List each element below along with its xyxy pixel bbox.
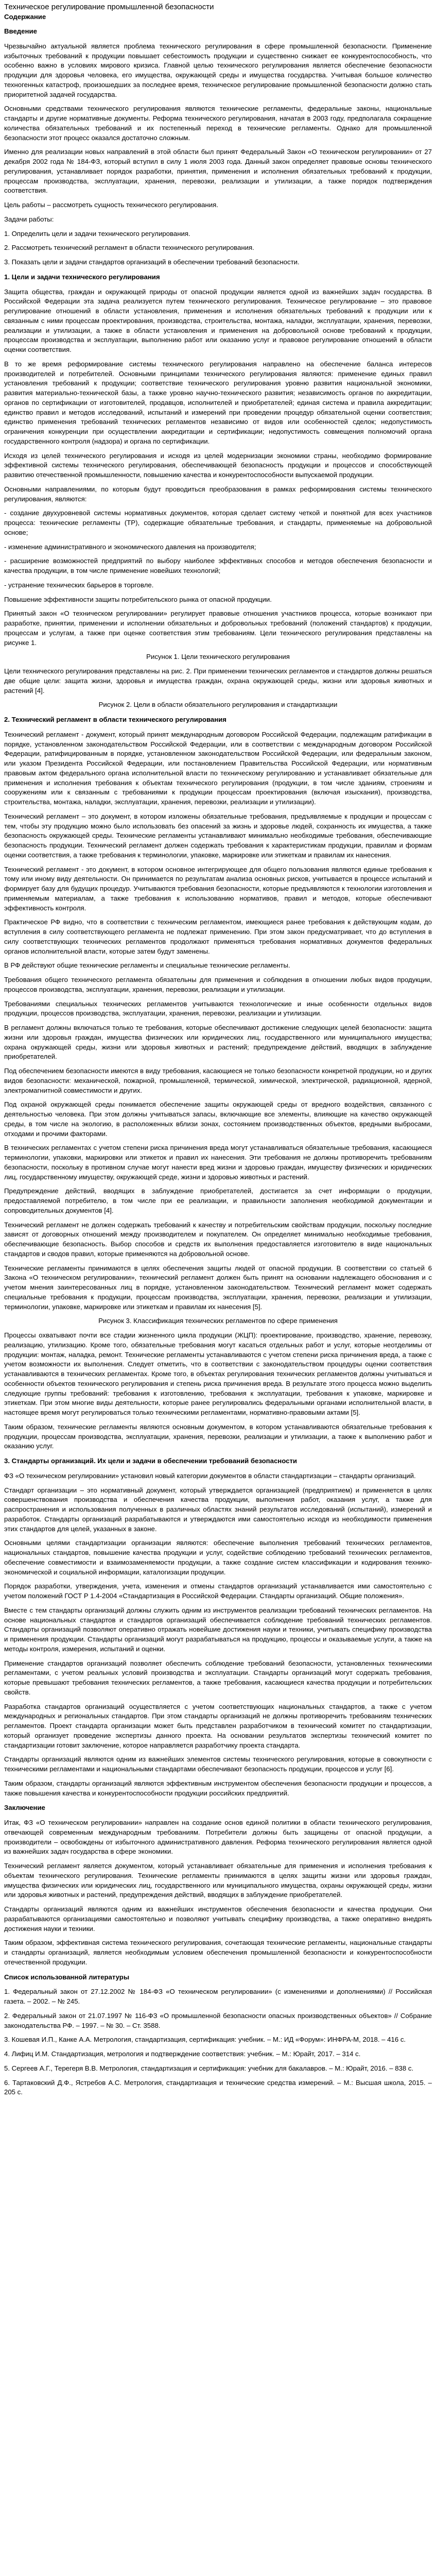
paragraph: Вместе с тем стандарты организаций должны служить одним из инструментов реализации требований технических регламентов. На основе национальных стандартов и стандартов организаций обеспечивается соблюдение требований технических регламентов. Стандарты организаций позволяют оперативно отражать новейшие достижения науки и техники, учитывать специфику производства и применения продукции. Стандарты организаций могут разрабатываться на продукцию, процессы и оказываемые услуги, а также на методы контроля, измерения, испытаний и оценки. xyxy=(4,1606,432,1653)
section-6 xyxy=(4,1973,432,2098)
list-item: - создание двухуровневой системы нормативных документов, которая сделает систему четкой и понятной для всех участников процесса: технические регламенты (ТР), содержащие обязательные требования, и стандарты, применяемые на добровольной основе; xyxy=(4,509,432,536)
paragraph: Применение стандартов организаций позволяет обеспечить соблюдение требований безопасности, установленных техническими регламентами, с учетом реальных условий производства и эксплуатации. Стандарты организаций могут содержать требования, которые превышают требования технических регламентов, а также требования, касающиеся качества продукции и потребительских свойств. xyxy=(4,1659,432,1696)
paragraph: Таким образом, технические регламенты являются основным документом, в котором устанавливаются обязательные требования к продукции, процессам производства, эксплуатации, хранения, перевозки, реализации и утилизации, а также к выполнению работ и оказанию услуг. xyxy=(4,1422,432,1450)
section-2 xyxy=(4,273,432,710)
paragraph: Основными направлениями, по которым будут проводиться преобразования в рамках реформирования системы технического регулирования, являются: xyxy=(4,485,432,503)
list-item: 3. Показать цели и задачи стандартов организаций в обеспечении требований безопасности. xyxy=(4,258,300,266)
section-5 xyxy=(4,1803,432,1967)
figure-caption: Рисунок 3. Классификация технических регламентов по сфере применения xyxy=(98,1317,338,1325)
list-item: - изменение административного и экономического давления на производителя; xyxy=(4,543,256,551)
paragraph: Практическое РФ видно, что в соответствии с техническим регламентом, имеющиеся ранее требования к действующим кодам, до вступления в силу соответствующего регламента не подлежат применению. При этом закон предусматривает, что до вступления в силу соответствующих технических регламентов продолжают применяться требования нормативных документов федеральных органов исполнительной власти, которые затем будут заменены. xyxy=(4,918,432,955)
page-title: Техническое регулирование промышленной безопасности xyxy=(4,3,214,11)
section-heading: 1. Цели и задачи технического регулирования xyxy=(4,273,160,281)
paragraph: ФЗ «О техническом регулировании» установил новый категории документов в области стандартизации – стандарты организаций. xyxy=(4,1471,416,1480)
paragraph: Таким образом, стандарты организаций являются эффективным инструментом обеспечения безопасности продукции и процессов, а также повышения качества и конкурентоспособности продукции российских предприятий. xyxy=(4,1779,432,1797)
paragraph: Повышение эффективности защиты потребительского рынка от опасной продукции. xyxy=(4,595,272,603)
paragraph: Цели технического регулирования представлены на рис. 2. При применении технических регламентов и стандартов должны решаться две общие цели: защита жизни, здоровья и имущества граждан, охрана окружающей среды, жизни или здоровья животных и растений [4]. xyxy=(4,667,432,694)
paragraph: Стандарты организаций являются одним из важнейших инструментов обеспечения безопасности и качества продукции. Они разрабатываются организациями самостоятельно и позволяют учитывать специфику производства, а также оперативно внедрять достижения науки и техники. xyxy=(4,1905,432,1933)
figure-caption: Рисунок 2. Цели в области обязательного регулирования и стандартизации xyxy=(98,701,338,709)
paragraph: Разработка стандартов организаций осуществляется с учетом соответствующих национальных стандартов, а также с учетом международных и региональных стандартов. При этом стандарты организаций не должны противоречить требованиям технических регламентов. Проект стандарта организации может быть представлен разработчиком в технический комитет по стандартизации, который организует проведение экспертизы данного проекта. На основании результатов экспертизы технический комитет по стандартизации готовит заключение, которое направляется разработчику проекта стандарта. xyxy=(4,1702,432,1749)
reference-item: 4. Лифиц И.М. Стандартизация, метрология и подтверждение соответствия: учебник. – М.: Юрайт, 2017. – 314 с. xyxy=(4,2050,361,2058)
figure-caption: Рисунок 1. Цели технического регулирования xyxy=(146,653,290,661)
reference-item: 2. Федеральный закон от 21.07.1997 № 116-ФЗ «О промышленной безопасности опасных производственных объектов» // Собрание законодательства РФ. – 1997. – № 30. – Ст. 3588. xyxy=(4,2011,432,2029)
paragraph: Порядок разработки, утверждения, учета, изменения и отмены стандартов организаций устанавливается ими самостоятельно с учетом положений ГОСТ Р 1.4-2004 «Стандартизация в Российской Федерации. Стандарты организаций. Общие положения». xyxy=(4,1582,432,1600)
paragraph: Требованиями специальных технических регламентов учитываются технологические и иные особенности отдельных видов продукции, процессов производства, эксплуатации, хранения, перевозки, реализации и утилизации. xyxy=(4,999,432,1018)
list-item: 1. Определить цели и задачи технического регулирования. xyxy=(4,229,190,238)
paragraph: Чрезвычайно актуальной является проблема технического регулирования в сфере промышленной безопасности. Применение избыточных требований к продукции повышает себестоимость продукции и существенно снижает ее конкурентоспособность, что особенно важно в условиях мирового кризиса. Главной целью технического регулирования является обеспечение безопасности продукции для здоровья человека, его имущества, окружающей среды и имущества государства. Учитывая большое количество техногенных катастроф, произошедших за последнее время, техническое регулирование промышленной безопасности должно стать приоритетной задачей государства. xyxy=(4,42,432,98)
document-body xyxy=(4,27,432,2097)
reference-item: 3. Кошевая И.П., Канке А.А. Метрология, стандартизация, сертификация: учебник. – М.: ИД «Форум»: ИНФРА-М, 2018. – 416 с. xyxy=(4,2036,406,2044)
paragraph: Технический регламент не должен содержать требований к качеству и потребительским свойствам продукции, поскольку последние зависят от договорных отношений между производителем и покупателем. Он определяет минимально необходимые требования, обеспечивающие безопасность. Выбор способов и средств их выполнения предоставляется изготовителю в виде национальных стандартов и сводов правил, которые применяются на добровольной основе. xyxy=(4,1221,432,1258)
section-4 xyxy=(4,1456,432,1798)
paragraph: Исходя из целей технического регулирования и исходя из целей модернизации экономики страны, необходимо формирование эффективной системы технического регулирования, обеспечивающей безопасность продукции и процессов и способствующей развитию отечественной промышленности, повышению качества и конкурентоспособности выпускаемой продукции. xyxy=(4,451,432,479)
paragraph: В то же время реформирование системы технического регулирования направлено на обеспечение баланса интересов производителей и потребителей. Основными принципами технического регулирования являются: применение единых правил установления требований к продукции; соответствие технического регулирования уровню развития национальной экономики, развития материально-технической базы, а также уровню научно-технического развития; независимость органов по аккредитации, органов по сертификации от изготовителей, продавцов, исполнителей и приобретателей; единая система и правила аккредитации; единство правил и методов исследований, испытаний и измерений при проведении процедур обязательной оценки соответствия; единство применения требований технических регламентов независимо от видов или особенностей сделок; недопустимость ограничения конкуренции при осуществлении аккредитации и сертификации; недопустимость совмещения полномочий органа государственного контроля (надзора) и органа по сертификации. xyxy=(4,360,432,445)
list-item: 2. Рассмотреть технический регламент в области технического регулирования. xyxy=(4,244,254,252)
section-heading: Введение xyxy=(4,27,37,35)
paragraph: Требования общего технического регламента обязательны для применения и соблюдения в отношении любых видов продукции, процессов производства, эксплуатации, хранения, перевозки, реализации и утилизации. xyxy=(4,976,432,993)
section-1 xyxy=(4,27,432,267)
paragraph: Основными средствами технического регулирования являются технические регламенты, федеральные законы, национальные стандарты и другие нормативные документы. Реформа технического регулирования, начатая в 2003 году, предполагала сокращение количества обязательных требований и их постепенный переход в технические регламенты. Однако для промышленной безопасности этот процесс оказался достаточно сложным. xyxy=(4,105,432,142)
paragraph: Под обеспечением безопасности имеются в виду требования, касающиеся не только безопасности конкретной продукции, но и других видов безопасности: механической, пожарной, промышленной, термической, химической, электрической, радиационной, ядерной, электромагнитной совместимости и других. xyxy=(4,1067,432,1094)
paragraph: Технический регламент – это документ, в котором изложены обязательные требования, предъявляемые к продукции и процессам с тем, чтобы эту продукцию можно было использовать без опасений за жизнь и здоровье людей, сохранность их имущества, а также безопасность окружающей среды. Технические регламенты устанавливают минимально необходимые требования, обеспечивающие безопасность продукции. Технический регламент должен содержать требования к характеристикам продукции, правилам и формам оценки соответствия, а также требования к терминологии, упаковке, маркировке или этикеткам и правилам их нанесения. xyxy=(4,812,432,859)
paragraph: Под охраной окружающей среды понимается обеспечение защиты окружающей среды от вредного воздействия, связанного с деятельностью человека. При этом должны учитываться запасы, включающие все элементы, влияющие на качество окружающей среды, в том числе на экологию, в расположенных вблизи зонах, состоянием производственных объектов, вредными выбросами, отходами и прочими факторами. xyxy=(4,1100,432,1138)
section-heading: Список использованной литературы xyxy=(4,1973,130,1981)
paragraph: Задачи работы: xyxy=(4,215,54,223)
paragraph: Таким образом, эффективная система технического регулирования, сочетающая технические регламенты, национальные стандарты и стандарты организаций, является необходимым условием обеспечения промышленной безопасности и конкурентоспособности отечественной продукции. xyxy=(4,1939,432,1966)
reference-item: 1. Федеральный закон от 27.12.2002 № 184-ФЗ «О техническом регулировании» (с изменениями и дополнениями) // Российская газета. – 2002. – № 245. xyxy=(4,1988,432,2005)
section-3 xyxy=(4,715,432,1451)
paragraph: Технический регламент - документ, который принят международным договором Российской Федерации, подлежащим ратификации в порядке, установленном законодательством Российской Федерации, или в соответствии с международным договором Российской Федерации, ратифицированным в порядке, установленном законодательством Российской Федерации, или федеральным законом, или указом Президента Российской Федерации, или постановлением Правительства Российской Федерации, или нормативным правовым актом федерального органа исполнительной власти по техническому регулированию и устанавливает обязательные для применения и исполнения требования к объектам технического регулирования (продукции, в том числе зданиям, строениям и сооружениям или к связанным с требованиями к продукции процессам проектирования (включая изыскания), производства, строительства, монтажа, наладки, эксплуатации, хранения, перевозки, реализации и утилизации). xyxy=(4,730,432,806)
reference-item: 6. Тартаковский Д.Ф., Ястребов А.С. Метрология, стандартизация и технические средства измерений. – М.: Высшая школа, 2015. – 205 с. xyxy=(4,2078,432,2096)
reference-item: 5. Сергеев А.Г., Терегеря В.В. Метрология, стандартизация и сертификация: учебник для бакалавров. – М.: Юрайт, 2016. – 838 с. xyxy=(4,2064,414,2072)
contents-heading: Содержание xyxy=(4,13,46,21)
paragraph: Итак, ФЗ «О техническом регулировании» направлен на создание основ единой политики в области технического регулирования, отвечающей современным международным требованиям. Потребители должны быть защищены от опасной продукции, а производители – освобождены от избыточного административного давления. Реформа технического регулирования является одной из важнейших задач государства в сфере экономики. xyxy=(4,1819,432,1856)
section-heading: Заключение xyxy=(4,1804,45,1812)
section-heading: 3. Стандарты организаций. Их цели и задачи в обеспечении требований безопасности xyxy=(4,1457,298,1465)
paragraph: Технический регламент - это документ, в котором основное интегрирующее для общего пользования являются единые требования к тому или иному виду деятельности. Он принимается по результатам анализа основных рисков, учитывается в процессе испытаний и формирует базу для будущих процедур. Учитываются требования безопасности, которые предъявляются к технологии изготовления и применяемым материалам, а также требования к использованию нормативов, правил и методов, которые обеспечивают эффективность контроля. xyxy=(4,865,432,912)
paragraph: Технические регламенты принимаются в целях обеспечения защиты людей от опасной продукции. В соответствии со статьей 6 Закона «О техническом регулировании», технический регламент должен быть принят на основании надлежащего обоснования и с учетом мнения заинтересованных лиц в порядке, установленном законодательством. Технический регламент может содержать специальные требования к продукции, процессам производства, эксплуатации, хранения, перевозки, реализации и утилизации, терминологии, упаковке, маркировке или этикеткам и правилам их нанесения [5]. xyxy=(4,1264,432,1311)
paragraph: Принятый закон «О техническом регулировании» регулирует правовые отношения участников процесса, которые возникают при разработке, принятии, применении и исполнении обязательных и добровольных требований (положений стандартов) к продукции, процессам и услугам, а также при оценке соответствия этим требованиям. Цели технического регулирования представлены на рисунке 1. xyxy=(4,609,432,647)
paragraph: Цель работы – рассмотреть сущность технического регулирования. xyxy=(4,201,218,209)
paragraph: Стандарты организаций являются одним из важнейших элементов системы технического регулирования, которые в совокупности с техническими регламентами и национальными стандартами обеспечивают безопасность продукции, процессов и услуг [6]. xyxy=(4,1755,432,1773)
paragraph: Технический регламент является документом, который устанавливает обязательные для применения и исполнения требования к объектам технического регулирования. Технические регламенты принимаются в целях защиты жизни или здоровья граждан, имущества физических или юридических лиц, государственного или муниципального имущества, охраны окружающей среды, жизни или здоровья животных и растений, предупреждения действий, вводящих в заблуждение приобретателей. xyxy=(4,1862,432,1899)
paragraph: Стандарт организации – это нормативный документ, который утверждается организацией (предприятием) и применяется в целях совершенствования производства и обеспечения качества продукции, выполнения работ, оказания услуг, а также для распространения и использования полученных в различных областях знаний результатов исследований (испытаний), измерений и разработок. Стандарты организаций разрабатываются и утверждаются ими самостоятельно исходя из необходимости применения этих стандартов для целей, указанных в законе. xyxy=(4,1486,432,1533)
paragraph: В регламент должны включаться только те требования, которые обеспечивают достижение следующих целей безопасности: защита жизни или здоровья граждан, имущества физических или юридических лиц, государственного или муниципального имущества; охрана окружающей среды, жизни или здоровья животных и растений; предупреждение действий, вводящих в заблуждение приобретателей. xyxy=(4,1024,432,1061)
paragraph: В технических регламентах с учетом степени риска причинения вреда могут устанавливаться обязательные требования, касающиеся терминологии, упаковки, маркировки или этикеток и правил их нанесения. Эти требования не должны противоречить требованиям безопасности, поскольку в противном случае могут нанести вред жизни и здоровью граждан, имуществу физических и юридических лиц, государственному имуществу, окружающей среде, жизни и здоровью животных и растений. xyxy=(4,1144,432,1181)
paragraph: Именно для реализации новых направлений в этой области был принят Федеральный Закон «О техническом регулировании» от 27 декабря 2002 года № 184-ФЗ, который вступил в силу 1 июля 2003 года. Данный закон определяет правовые основы технического регулирования, устанавливает порядок разработки, принятия, применения и исполнения обязательных требований к продукции, процессам производства, эксплуатации, хранения, перевозки, реализации и утилизации, а также порядок подтверждения соответствия. xyxy=(4,148,432,195)
list-item: - устранение технических барьеров в торговле. xyxy=(4,581,154,589)
paragraph: Процессы охватывают почти все стадии жизненного цикла продукции (ЖЦП): проектирование, производство, хранение, перевозку, реализацию, утилизацию. Кроме того, обязательные требования могут касаться отдельных работ и услуг, которые неотделимы от продукции: монтаж, наладка, ремонт. Технические регламенты устанавливаются с учетом степени риска причинения вреда, а также с учетом возможности их выполнения. Следует отметить, что в соответствии с законодательством процедуры оценки соответствия устанавливаются в технических регламентах. Кроме того, в объектах регулирования технических регламентов должны учитываться и особенности объектов технического регулирования и степень риска причинения вреда. В результате этого процесса можно выделить следующие группы требований: требования к изготовлению, требования к эксплуатации, требования к упаковке, маркировке и этикеткам. При этом многие виды деятельности, которые ранее регулировались федеральными органами исполнительной власти, в настоящее время могут регулироваться только техническими регламентами, нормативно-правовыми актами [5]. xyxy=(4,1331,432,1416)
list-item: - расширение возможностей предприятий по выбору наиболее эффективных способов и методов обеспечения безопасности и качества продукции, в том числе применение новейших технологий; xyxy=(4,557,432,574)
paragraph: Предупреждение действий, вводящих в заблуждение приобретателей, достигается за счет информации о продукции, предоставляемой потребителю, в том числе при ее реализации, и правильности заполнения необходимой документации и сопроводительных документов [4]. xyxy=(4,1187,432,1214)
section-heading: 2. Технический регламент в области технического регулирования xyxy=(4,716,226,723)
paragraph: Защита общества, граждан и окружающей природы от опасной продукции является одной из важнейших задач государства. В Российской Федерации эта задача реализуется путем технического регулирования. Техническое регулирование – это правовое регулирование отношений в области установления, применения и исполнения обязательных требований к продукции или к связанным с ними процессам проектирования, производства, строительства, монтажа, наладки, эксплуатации, хранения, перевозки, реализации и утилизации, а также в области установления и применения на добровольной основе требований к продукции, процессам производства и эксплуатации, выполнению работ или оказанию услуг и правовое регулирование отношений в области оценки соответствия. xyxy=(4,287,432,353)
paragraph: Основными целями стандартизации организации являются: обеспечение выполнения требований технических регламентов, национальных стандартов, повышение качества продукции и услуг, содействие соблюдению требований технических регламентов, обеспечение совместимости и взаимозаменяемости продукции, а также создание систем классификации и кодирования технико-экономической и социальной информации, каталогизации продукции. xyxy=(4,1539,432,1576)
paragraph: В РФ действуют общие технические регламенты и специальные технические регламенты. xyxy=(4,961,290,970)
